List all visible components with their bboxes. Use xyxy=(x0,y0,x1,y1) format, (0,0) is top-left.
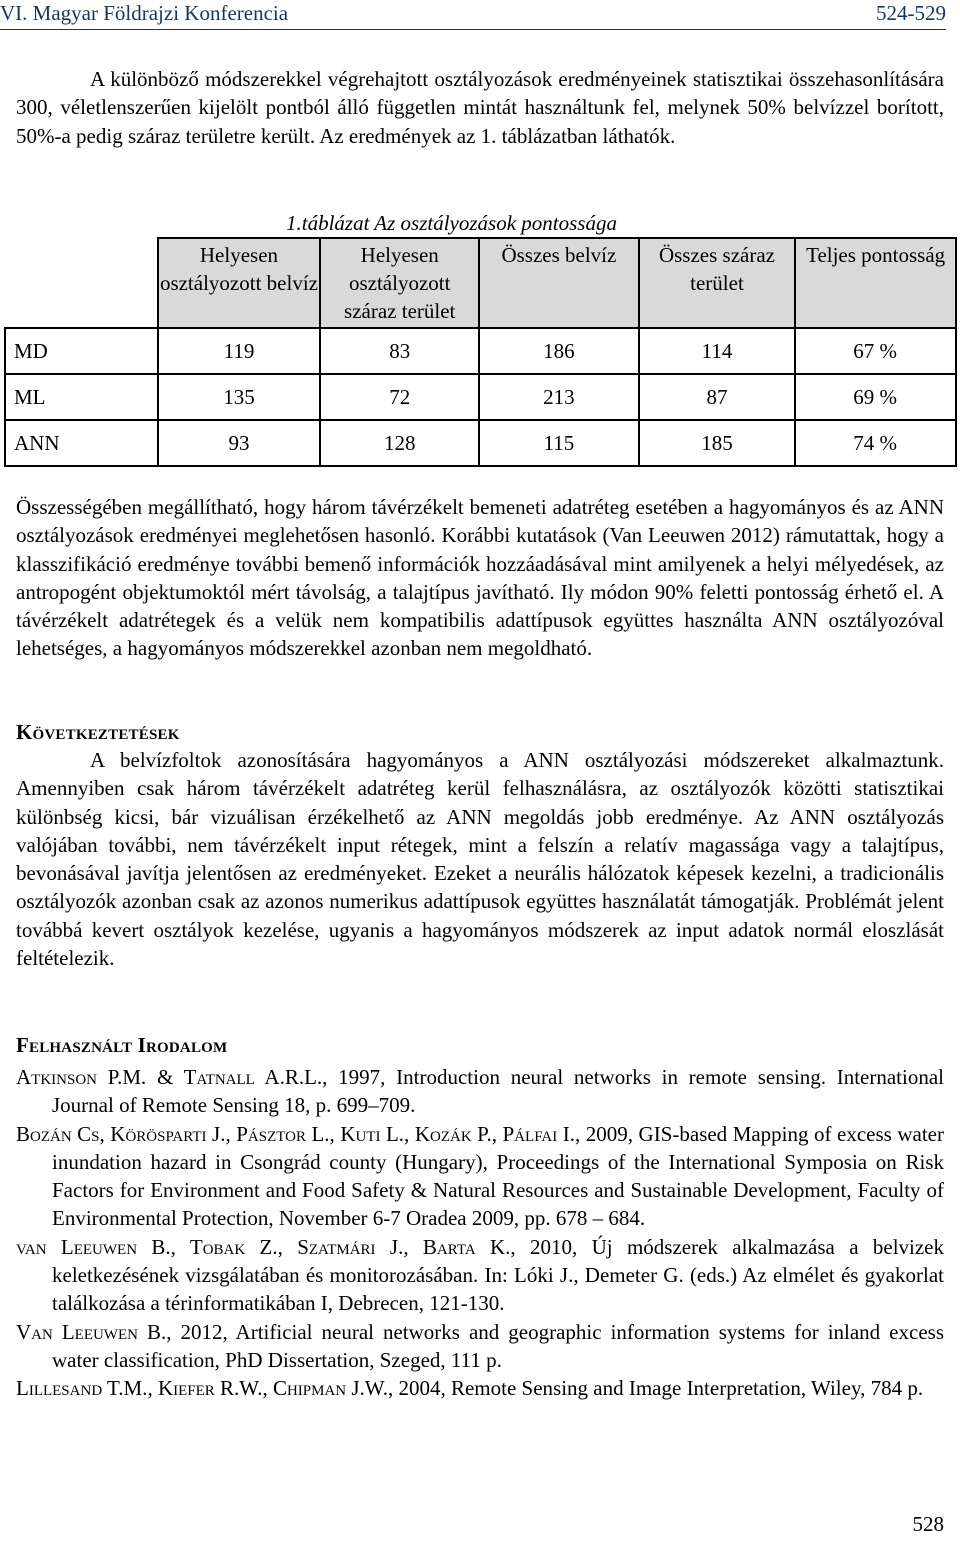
column-header: Összes száraz terület xyxy=(639,238,796,328)
table-cell: 74 % xyxy=(795,420,956,466)
conference-title: VI. Magyar Földrajzi Konferencia xyxy=(0,1,289,25)
row-label: ML xyxy=(5,374,158,420)
column-header: Helyesen osztályozott száraz terület xyxy=(320,238,479,328)
reference-item xyxy=(16,1318,944,1375)
reference-item xyxy=(16,1120,944,1233)
reference-authors: Van Leeuwen B. xyxy=(16,1319,167,1344)
reference-details: , 1997, Introduction neural networks in remote sensing. International Journal of Remote Sensing 18, p. 699–709. xyxy=(52,1065,944,1118)
reference-authors: Atkinson P.M. & Tatnall A.R.L. xyxy=(16,1065,323,1089)
header-divider xyxy=(0,29,946,30)
table-cell: 128 xyxy=(320,420,479,466)
reference-authors: van Leeuwen B., Tobak Z., Szatmári J., Barta K. xyxy=(16,1234,511,1259)
table-cell: 185 xyxy=(639,420,796,466)
table-corner-cell xyxy=(5,238,158,328)
conclusions-text: A belvízfoltok azonosítására hagyományos a ANN osztályozási módszereket alkalmaztunk. Amennyiben csak három távérzékelt adatréteg kerül felhasználásra, az osztályozók közötti statisztikai különbség kicsi, bár vizuálisan érzékelhető az ANN megoldás jobb eredménye. Az ANN osztályozás valójában további, nem távérzékelt input rétegek, mint a felszín a relatív magassága vagy a talajtípus, bevonásával javítja jelentősen az eredményeket. Ezeket a neurális hálózatok képesek kezelni, a tradicionális osztályozók azonban csak az azonos numerikus adattípusok együttes használatát támogatják. Problémát jelent továbbá kevert osztályok kezelése, ugyanis a hagyományos módszerek az input adatok normál eloszlását feltételezik. xyxy=(16,748,944,971)
table-cell: 69 % xyxy=(795,374,956,420)
references-heading: Felhasznált Irodalom xyxy=(16,1033,228,1057)
reference-authors: Bozán Cs, Körösparti J., Pásztor L., Kuti L., Kozák P., Pálfai I. xyxy=(16,1121,576,1146)
table-cell: 115 xyxy=(479,420,639,466)
table-caption: 1.táblázat Az osztályozások pontossága xyxy=(286,211,617,235)
table-row xyxy=(5,374,956,420)
row-label: ANN xyxy=(5,420,158,466)
table-row xyxy=(5,420,956,466)
accuracy-table xyxy=(4,237,957,467)
column-header: Teljes pontosság xyxy=(795,238,956,328)
reference-details: , 2004, Remote Sensing and Image Interpretation, Wiley, 784 p. xyxy=(387,1376,924,1401)
table-header-row xyxy=(5,238,956,328)
running-header xyxy=(0,0,946,30)
reference-item xyxy=(16,1374,944,1402)
summary-text: Összességében megállítható, hogy három távérzékelt bemeneti adatréteg esetében a hagyományos és az ANN osztályozások eredményei meglehetősen hasonló. Korábbi kutatások (Van Leeuwen 2012) rámutattak, hogy a klasszifikáció eredménye további bemenő információk hozzáadásával mint amilyenek a helyi mélyedések, az antropogént objektumoktól mért távolság, a talajtípus javítható. Ily módon 90% feletti pontosság érhető el. A távérzékelt adatrétegek és a velük nem kompatibilis adattípusok együttes használta ANN osztályozóval lehetséges, a hagyományos módszerekkel azonban nem megoldható. xyxy=(16,495,944,661)
reference-item xyxy=(16,1063,944,1120)
summary-paragraph xyxy=(16,493,944,663)
table-cell: 83 xyxy=(320,328,479,374)
page-number: 528 xyxy=(912,1512,944,1536)
intro-text: A különböző módszerekkel végrehajtott osztályozások eredményeinek statisztikai összehasonlítására 300, véletlenszerűen kijelölt pontból álló független mintát használtunk fel, melynek 50% belvízzel borított, 50%-a pedig száraz területre került. Az eredmények az 1. táblázatban láthatók. xyxy=(16,67,944,148)
column-header: Összes belvíz xyxy=(479,238,639,328)
table-cell: 72 xyxy=(320,374,479,420)
table-cell: 114 xyxy=(639,328,796,374)
table-cell: 87 xyxy=(639,374,796,420)
table-cell: 67 % xyxy=(795,328,956,374)
conclusions-paragraph xyxy=(16,746,944,972)
reference-details: , 2009, GIS-based Mapping of excess water inundation hazard in Csongrád county (Hungary), Proceedings of the International Symposia on Risk Factors for Environment and Food Safety & Natural Resources and Sustainable Development, Faculty of Environmental Protection, November 6-7 Oradea 2009, pp. 678 – 684. xyxy=(52,1121,944,1231)
reference-details: , 2012, Artificial neural networks and geographic information systems for inland excess water classification, PhD Dissertation, Szeged, 111 p. xyxy=(52,1319,944,1372)
conclusions-heading: Következtetések xyxy=(16,720,180,744)
table-cell: 213 xyxy=(479,374,639,420)
column-header: Helyesen osztályozott belvíz xyxy=(158,238,321,328)
row-label: MD xyxy=(5,328,158,374)
reference-list xyxy=(16,1063,944,1403)
table-row xyxy=(5,328,956,374)
reference-item xyxy=(16,1233,944,1318)
table-cell: 119 xyxy=(158,328,321,374)
table-cell: 186 xyxy=(479,328,639,374)
table-cell: 135 xyxy=(158,374,321,420)
table-cell: 93 xyxy=(158,420,321,466)
reference-authors: Lillesand T.M., Kiefer R.W., Chipman J.W. xyxy=(16,1376,388,1401)
intro-paragraph xyxy=(16,65,944,150)
reference-details: , 2010, Új módszerek alkalmazása a belvizek keletkezésének vizsgálatában és monitorozásában. In: Lóki J., Demeter G. (eds.) Az elmélet és gyakorlat találkozása a térinformatikában I, Debrecen, 121-130. xyxy=(52,1234,944,1316)
page-range: 524-529 xyxy=(876,1,946,25)
